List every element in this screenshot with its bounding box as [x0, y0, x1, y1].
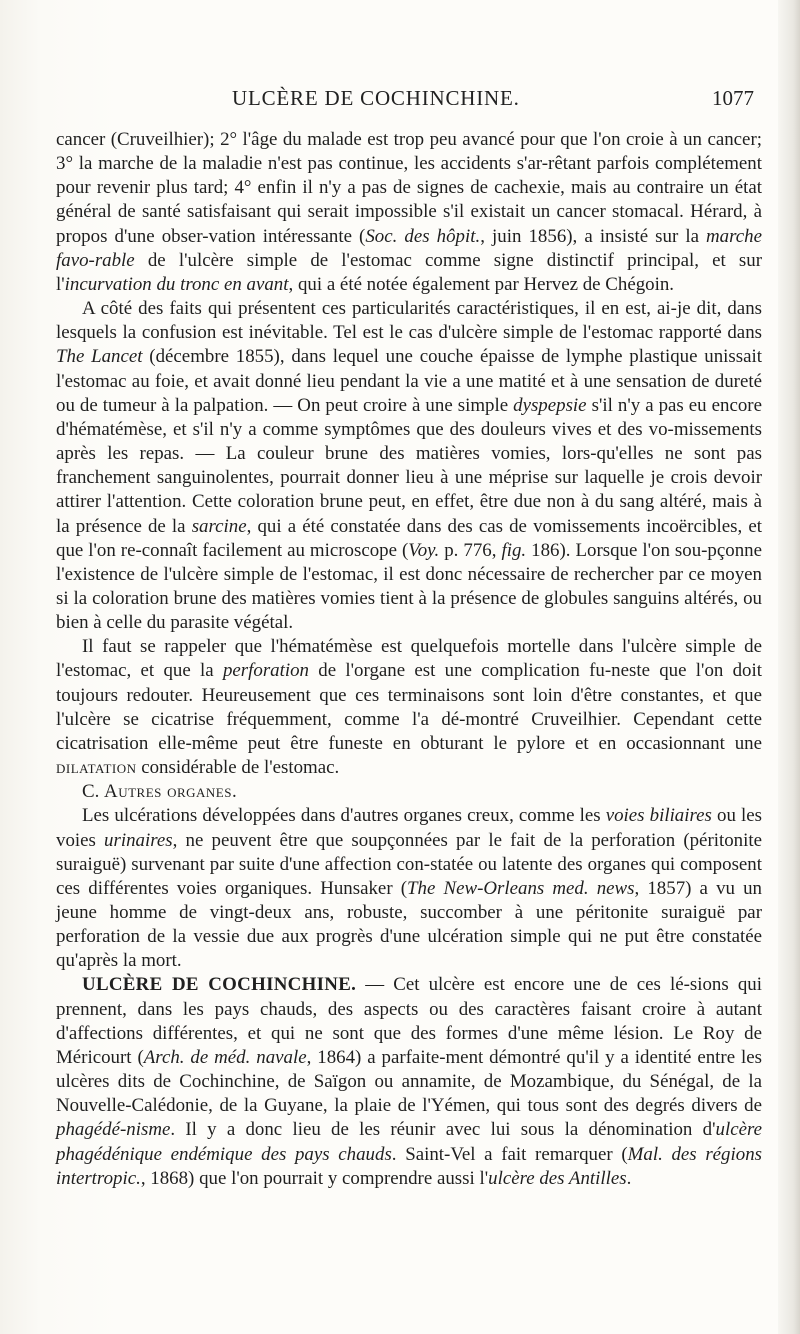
page-edge-shadow	[778, 0, 800, 1334]
paragraph: Les ulcérations développées dans d'autres organes creux, comme les voies biliaires ou les voies urinaires, ne peuvent être que soupçonnées par le fait de la perforation (péritonite suraiguë) survenant par suite d'une affection con-statée ou latente des organes qui composent ces différentes voies organiques. Hunsaker (The New-Orleans med. news, 1857) a vu un jeune homme de vingt-deux ans, robuste, succomber à une péritonite suraiguë par perforation de la vessie due aux progrès d'une ulcération simple qui ne put être constatée qu'après la mort.	[56, 805, 762, 972]
paragraph: Il faut se rappeler que l'hématémèse est quelquefois mortelle dans l'ulcère simple de l'estomac, et que la perforation de l'organe est une complication fu-neste que l'on doit toujours redouter. Heureusement que ces terminaisons sont loin d'être constantes, et que l'ulcère se cicatrise fréquemment, comme l'a dé-montré Cruveilhier. Cependant cette cicatrisation elle-même peut être funeste en obturant le pylore et en occasionnant une dilatation considérable de l'estomac.	[56, 636, 762, 779]
paragraph: ULCÈRE DE COCHINCHINE. — Cet ulcère est encore une de ces lé-sions qui prennent, dans les pays chauds, des aspects ou des caractères faisant croire à autant d'affections différentes, et qui ne sont que des formes d'une même lésion. Le Roy de Méricourt (Arch. de méd. navale, 1864) a parfaite-ment démontré qu'il y a identité entre les ulcères dits de Cochinchine, de Saïgon ou annamite, de Mozambique, du Sénégal, de la Nouvelle-Calédonie, de la Guyane, la plaie de l'Yémen, qui tous sont des degrés divers de phagédé-nisme. Il y a donc lieu de les réunir avec lui sous la dénomination d'ulcère phagédénique endémique des pays chauds. Saint-Vel a fait remarquer (Mal. des régions intertropic., 1868) que l'on pourrait y comprendre aussi l'ulcère des Antilles.	[56, 974, 762, 1189]
section-title: ULCÈRE DE COCHINCHINE.	[82, 974, 357, 996]
running-title: ULCÈRE DE COCHINCHINE.	[232, 86, 520, 110]
paragraph: A côté des faits qui présentent ces particularités caractéristiques, il en est, ai-je dit, dans lesquels la confusion est inévitable. Tel est le cas d'ulcère simple de l'estomac rapporté dans The Lancet (décembre 1855), dans lequel une couche épaisse de lymphe plastique unissait l'estomac au foie, et avait donné lieu pendant la vie a une matité et à une sensation de dureté ou de tumeur à la palpation. — On peut croire à une simple dyspepsie s'il n'y a pas eu encore d'hématémèse, et s'il n'y a comme symptômes que des douleurs vives et des vo-missements après les repas. — La couleur brune des matières vomies, lors-qu'elles ne sont pas franchement sanguinolentes, pourrait donner lieu à une méprise sur laquelle je crois devoir attirer l'attention. Cette coloration brune peut, en effet, être due non à du sang altéré, mais à la présence de la sarcine, qui a été constatée dans des cas de vomissements incoërcibles, et que l'on re-connaît facilement au microscope (Voy. p. 776, fig. 186). Lorsque l'on sou-pçonne l'existence de l'ulcère simple de l'estomac, il est donc nécessaire de rechercher par ce moyen si la coloration brune des matières vomies tient à la présence de globules sanguins altérés, ou bien à celle du parasite végétal.	[56, 298, 762, 634]
body-text	[56, 128, 762, 1191]
running-header	[0, 86, 800, 116]
section-heading: C. Autres organes.	[82, 781, 238, 803]
paragraph: cancer (Cruveilhier); 2° l'âge du malade est trop peu avancé pour que l'on croie à un cancer; 3° la marche de la maladie n'est pas continue, les accidents s'ar-rêtant parfois complétement pour revenir plus tard; 4° enfin il n'y a pas de signes de cachexie, mais au contraire un état général de santé satisfaisant qui serait impossible s'il existait un cancer stomacal. Hérard, à propos d'une obser-vation intéressante (Soc. des hôpit., juin 1856), a insisté sur la marche favo-rable de l'ulcère simple de l'estomac comme signe distinctif principal, et sur l'incurvation du tronc en avant, qui a été notée également par Hervez de Chégoin.	[56, 129, 762, 295]
page-number: 1077	[712, 86, 754, 110]
